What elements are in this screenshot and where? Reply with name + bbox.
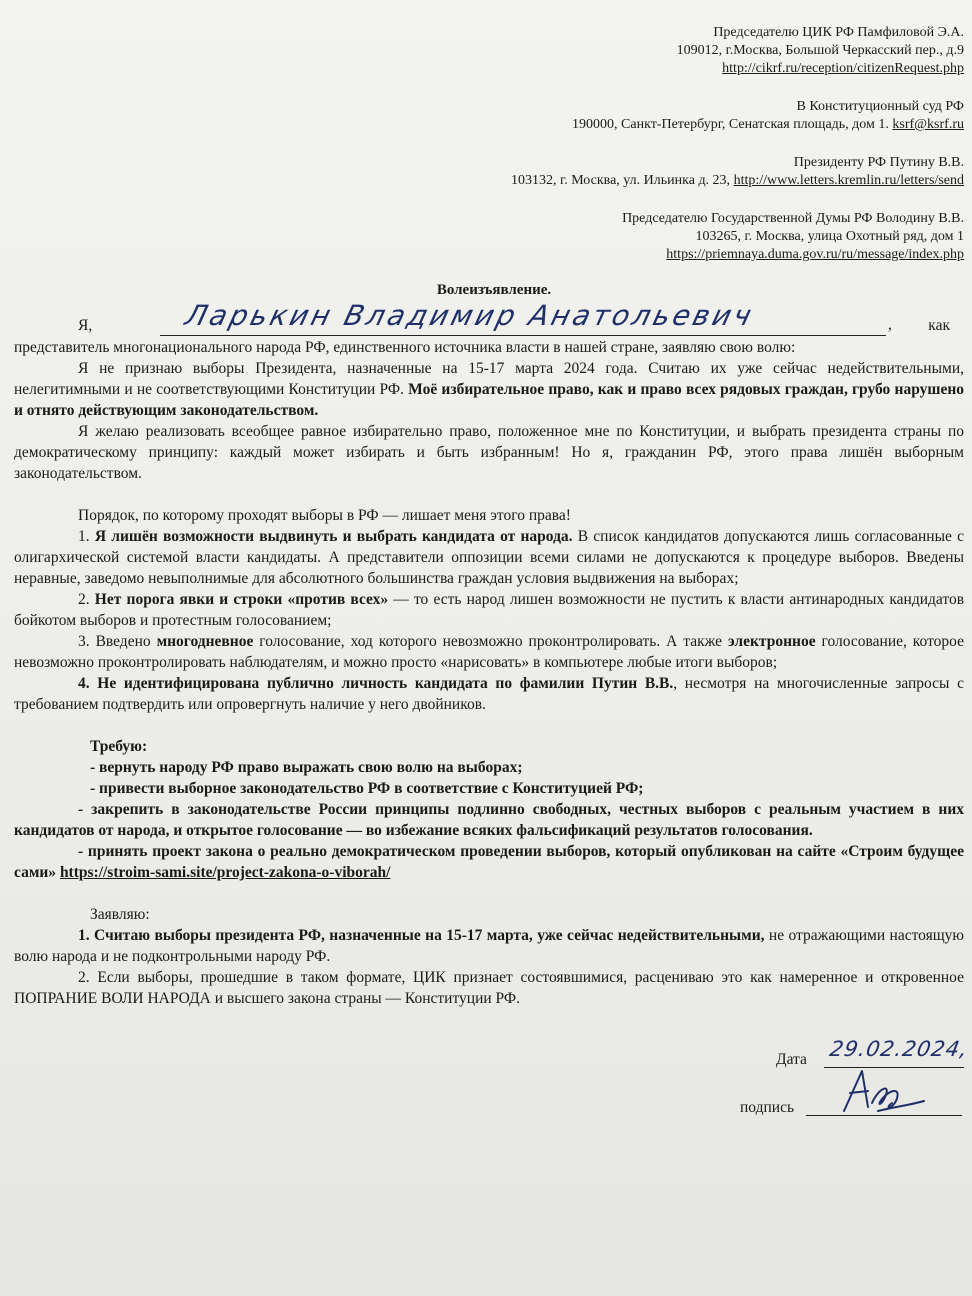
kremlin-link[interactable]: http://www.letters.kremlin.ru/letters/send bbox=[733, 173, 964, 188]
addressee-line: В Конституционный суд РФ bbox=[796, 99, 964, 114]
addressee-block bbox=[14, 24, 964, 264]
declare-2: 2. Если выборы, прошедшие в таком формате, ЦИК признает состоявшимися, расцениваю это как намеренное и откровенное ПОПРАНИЕ ВОЛИ НАРОДА и высшего закона страны — Конституции РФ. bbox=[14, 969, 964, 1007]
item-3 bbox=[14, 631, 964, 673]
signature-area bbox=[14, 1037, 971, 1116]
paragraph-2: Я желаю реализовать всеобщее равное избирательно право, положенное мне по Конституции, и выбрать президента страны по демократическому принципу: каждый может избирать и быть избранным! Но я, гражданин РФ, этого права лишён выборным законодательством. bbox=[14, 423, 964, 482]
item-4-bold: 4. Не идентифицирована публично личность кандидата по фамилии Путин В.В. bbox=[78, 675, 674, 692]
signature-label: подпись bbox=[740, 1099, 795, 1116]
paragraph-1-text: Я не признаю выборы Президента, назначенные на 15-17 марта 2024 года. Считаю их уже сейчас недействительными, нелегитимными и не соответствующими Конституции РФ. bbox=[14, 360, 964, 398]
ksrf-email-link[interactable]: ksrf@ksrf.ru bbox=[892, 117, 964, 132]
item-4-text: , несмотря на многочисленные запросы с требованием подтвердить или опровергнуть наличие у него двойников. bbox=[14, 675, 964, 713]
paragraph-3: Порядок, по которому проходят выборы в РФ — лишает меня этого права! bbox=[78, 507, 571, 524]
document-title: Волеизъявление. bbox=[436, 282, 552, 298]
stroim-sami-link[interactable]: https://stroim-sami.site/project-zakona-o-viborah/ bbox=[59, 864, 391, 881]
demand-1: - вернуть народу РФ право выражать свою волю на выборах; bbox=[90, 759, 523, 776]
name-prefix: Я, bbox=[78, 317, 93, 334]
addressee-president bbox=[14, 154, 964, 190]
demands-heading: Требую: bbox=[90, 738, 148, 755]
item-1-text: В список кандидатов допускаются лишь согласованные с олигархической системой власти кандидаты. А представители оппозиции всеми силами не допускаются к процедуре выборов. Введены неравные, заведомо невыполнимые для абсолютного большинства граждан условия выдвижения на выборах; bbox=[14, 528, 964, 587]
paragraph-1-bold: Моё избирательное право, как и право всех рядовых граждан, грубо нарушено и отнято действующим законодательством. bbox=[14, 381, 965, 419]
item-2-bold: Нет порога явки и строки «против всех» bbox=[94, 591, 389, 608]
demand-2: - привести выборное законодательство РФ в соответствие с Конституцией РФ; bbox=[90, 780, 644, 797]
item-2-text: — то есть народ лишен возможности не пустить к власти антинародных кандидатов бойкотом выборов и протестным голосованием; bbox=[14, 591, 965, 629]
item-2-number: 2. bbox=[78, 591, 90, 608]
name-suffix: как bbox=[928, 317, 950, 334]
addressee-line: 103265, г. Москва, улица Охотный ряд, дом 1 bbox=[695, 229, 964, 244]
addressee-cik bbox=[14, 24, 964, 78]
declare-1 bbox=[14, 925, 964, 967]
item-3-bold-2: электронное bbox=[727, 633, 816, 650]
date-label: Дата bbox=[776, 1051, 807, 1068]
item-1-bold: Я лишён возможности выдвинуть и выбрать кандидата от народа. bbox=[94, 528, 573, 545]
name-comma: , bbox=[888, 316, 892, 333]
intro-paragraph: представитель многонационального народа РФ, единственного источника власти в нашей стране, заявляю свою волю: bbox=[14, 339, 796, 356]
item-1 bbox=[14, 526, 964, 589]
addressee-line: 190000, Санкт-Петербург, Сенатская площадь, дом 1. bbox=[572, 117, 889, 132]
name-line bbox=[160, 299, 886, 336]
paragraph-1 bbox=[14, 358, 964, 421]
item-3-bold-1: многодневное bbox=[156, 633, 254, 650]
addressee-line: 103132, г. Москва, ул. Ильинка д. 23, bbox=[511, 173, 731, 188]
spacer bbox=[14, 883, 964, 904]
signature-line bbox=[806, 1081, 962, 1116]
handwritten-signature-icon bbox=[838, 1063, 928, 1119]
item-1-number: 1. bbox=[78, 528, 90, 545]
addressee-line: Президенту РФ Путину В.В. bbox=[793, 155, 964, 170]
addressee-duma bbox=[14, 210, 964, 264]
demand-4 bbox=[14, 841, 964, 883]
spacer bbox=[14, 484, 964, 505]
name-row bbox=[14, 299, 964, 337]
item-3-text-b: голосование, ход которого невозможно проконтролировать. А также bbox=[259, 633, 723, 650]
addressee-line: 109012, г.Москва, Большой Черкасский пер., д.9 bbox=[676, 43, 964, 58]
addressee-line: Председателю ЦИК РФ Памфиловой Э.А. bbox=[713, 25, 964, 40]
declare-1-bold: 1. Считаю выборы президента РФ, назначенные на 15-17 марта, уже сейчас недействительными, bbox=[78, 927, 765, 944]
handwritten-name: Ларькин Владимир Анатольевич bbox=[181, 299, 758, 332]
item-2 bbox=[14, 589, 964, 631]
item-4 bbox=[14, 673, 964, 715]
handwritten-date: 29.02.2024, bbox=[827, 1037, 971, 1061]
item-3-text-c: голосование, которое невозможно проконтролировать наблюдателям, и можно просто «нарисовать» в компьютере любые итоги выборов; bbox=[14, 633, 964, 671]
duma-link[interactable]: https://priemnaya.duma.gov.ru/ru/message/index.php bbox=[666, 247, 964, 262]
addressee-line: Председателю Государственной Думы РФ Володину В.В. bbox=[622, 211, 964, 226]
demand-3: - закрепить в законодательстве России принципы подлинно свободных, честных выборов с реальным участием в них кандидатов от народа, и открытое голосование — во избежание всяких фальсификаций результатов голосования. bbox=[14, 801, 964, 839]
spacer bbox=[14, 715, 964, 736]
declare-1-text: не отражающими настоящую волю народа и не подконтрольными народу РФ. bbox=[14, 927, 964, 965]
addressee-ksrf bbox=[14, 98, 964, 134]
demand-4-text: - принять проект закона о реально демократическом проведении выборов, который опубликован на сайте «Строим будущее сами» bbox=[14, 843, 964, 881]
declare-heading: Заявляю: bbox=[90, 906, 150, 923]
item-3-text-a: 3. Введено bbox=[78, 633, 151, 650]
cik-link[interactable]: http://cikrf.ru/reception/citizenRequest.php bbox=[722, 61, 964, 76]
